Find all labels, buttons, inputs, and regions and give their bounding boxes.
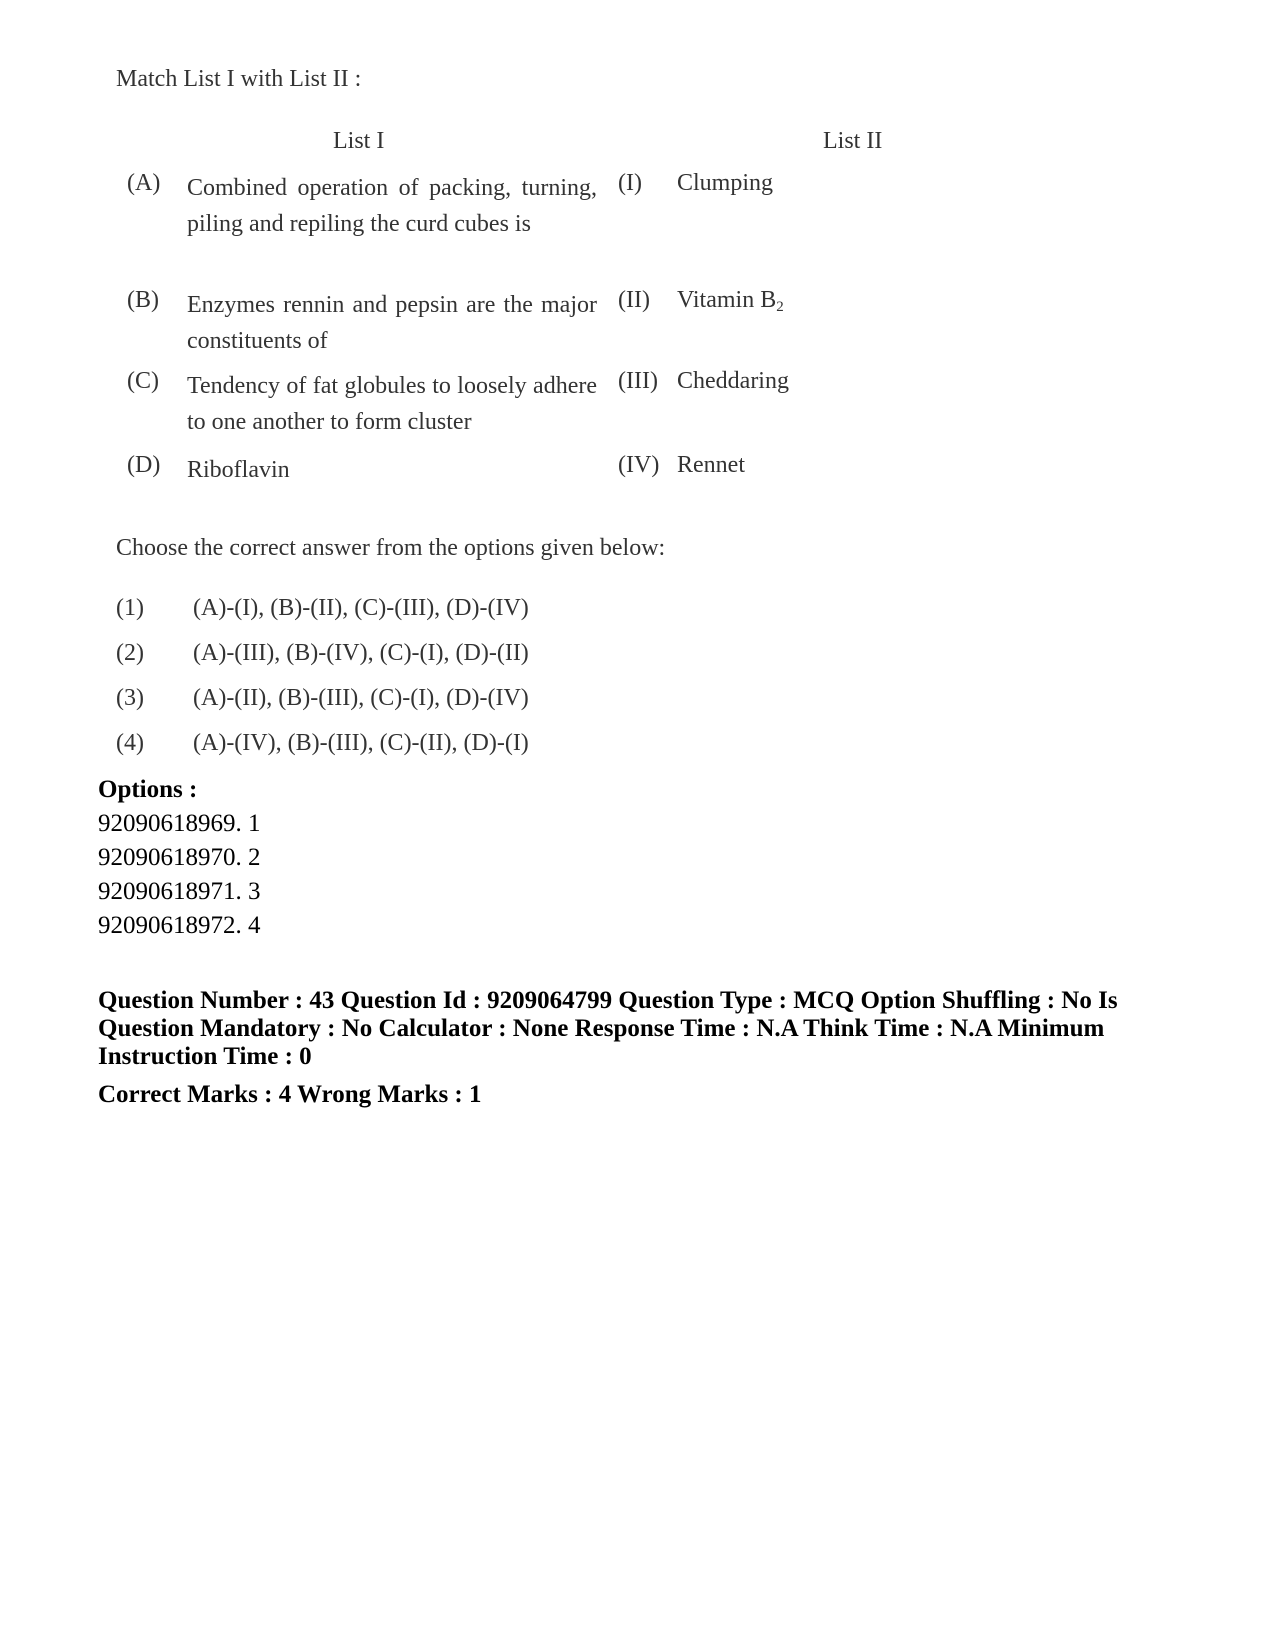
row-roman: (IV) <box>618 452 660 478</box>
row-letter: (D) <box>127 452 161 478</box>
list2-heading: List II <box>823 128 883 154</box>
row-text: Enzymes rennin and pepsin are the major constituents of <box>187 292 597 354</box>
row-text: Tendency of fat globules to loosely adhere to one another to form cluster <box>187 373 597 435</box>
row-item: Clumping <box>677 170 774 196</box>
row-item: Rennet <box>677 452 745 478</box>
row-letter: (C) <box>127 368 159 394</box>
option-id: 92090618972. 4 <box>98 912 261 939</box>
question-prompt: Match List I with List II : <box>116 66 362 92</box>
answer-number: (1) <box>116 595 144 621</box>
row-item-subscript: 2 <box>776 299 784 315</box>
option-id: 92090618969. 1 <box>98 810 261 837</box>
marks-info: Correct Marks : 4 Wrong Marks : 1 <box>98 1081 482 1108</box>
row-roman: (I) <box>618 170 642 196</box>
option-id: 92090618970. 2 <box>98 844 261 871</box>
row-letter: (B) <box>127 287 159 313</box>
question-metadata: Question Number : 43 Question Id : 9209064799 Question Type : MCQ Option Shuffling : No Is Question Mandatory : No Calculator : None Response Time : N.A Think Time : N.A Minimum Instruction Time : 0 <box>98 987 1118 1070</box>
list1-heading: List I <box>333 128 385 154</box>
row-item-text: Vitamin B <box>677 287 777 313</box>
row-item: Cheddaring <box>677 368 789 394</box>
answer-text: (A)-(II), (B)-(III), (C)-(I), (D)-(IV) <box>193 685 529 711</box>
options-label: Options : <box>98 776 198 803</box>
row-item <box>677 287 784 316</box>
row-letter: (A) <box>127 170 161 196</box>
answer-text: (A)-(I), (B)-(II), (C)-(III), (D)-(IV) <box>193 595 529 621</box>
answer-number: (2) <box>116 640 144 666</box>
row-text: Riboflavin <box>187 457 290 483</box>
row-roman: (II) <box>618 287 650 313</box>
answer-text: (A)-(IV), (B)-(III), (C)-(II), (D)-(I) <box>193 730 529 756</box>
answer-number: (3) <box>116 685 144 711</box>
option-id: 92090618971. 3 <box>98 878 261 905</box>
answer-text: (A)-(III), (B)-(IV), (C)-(I), (D)-(II) <box>193 640 529 666</box>
choose-instruction: Choose the correct answer from the options given below: <box>116 535 666 561</box>
row-text: Combined operation of packing, turning, piling and repiling the curd cubes is <box>187 175 597 237</box>
answer-number: (4) <box>116 730 144 756</box>
row-roman: (III) <box>618 368 658 394</box>
